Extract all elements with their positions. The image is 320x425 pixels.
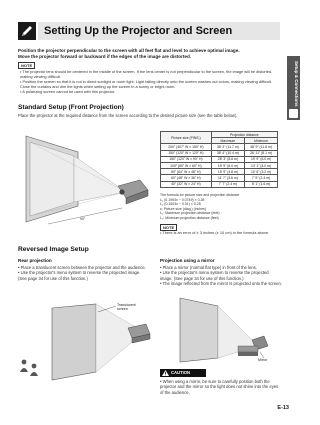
reversed-setup-title: Reversed Image Setup [18, 246, 89, 253]
table-cell: 38' 4" (10.4 m) [211, 150, 244, 156]
formula-intro: The formula for picture size and projection distance [160, 193, 240, 197]
formula-line-2: L₂ (0.1503x − 0.01) × 0.28 [160, 202, 201, 207]
table-cell: 100" (80" W × 60" H) [161, 162, 212, 168]
standard-setup-text: Place the projector at the required distance from the screen according to the desired picture size (see the table below). [18, 113, 238, 118]
projection-distance-table [160, 131, 278, 188]
table-cell: 38' 9" (11.8 m) [245, 144, 278, 150]
rear-projection-list [18, 265, 146, 281]
table-cell: 38' 2" (11.7 m) [211, 144, 244, 150]
rear-item-2-text: Use the projector's menu system to reverse the projected image. (See page 34 for use of this function.) [18, 270, 141, 281]
intro-text [18, 48, 280, 60]
col-maximum: Maximum [211, 138, 244, 144]
book-icon [289, 109, 298, 118]
table-cell: 60" (48" W × 36" H) [161, 175, 212, 181]
formula-line-1: L₁ (0.1993x − 0.0749) × 0.28 [160, 197, 205, 202]
caution-text: • When using a mirror, be sure to carefully position both the projector and the mirror so the light does not shine into the eyes of the audience. [160, 379, 279, 395]
note-item-3-text: A polarizing screen cannot be used with this projector. [22, 89, 116, 94]
note-item-1: • The projector lens should be centered in the middle of the screen. If the lens center is not perpendicular to the screen, the image will be distorted, making viewing difficult. [20, 69, 273, 79]
mirror-projection-list [160, 265, 282, 287]
table-cell: 40" (32" W × 24" H) [161, 181, 212, 187]
note-2-text: • There is an error of ± 3 inches (± 10 cm) in the formula above. [160, 230, 270, 235]
table-cell: 10' 6" (3.2 m) [245, 169, 278, 175]
col-picture-size: Picture size (PINS.) [161, 132, 212, 144]
formula-block [160, 193, 278, 221]
note-2-body: There is an error of ± 3 inches (± 10 cm) in the formula above. [162, 230, 270, 235]
standard-setup-title: Standard Setup (Front Projection) [18, 104, 124, 111]
note-item-1-text: The projector lens should be centered in the middle of the screen. If the lens center is not perpendicular to the screen, the image will be distorted, making viewing difficult. [20, 69, 273, 79]
table-row [161, 181, 278, 187]
table-cell: 11' 7" (3.6 m) [211, 175, 244, 181]
caution-body: When using a mirror, be sure to carefully position both the projector and the mirror so the light does not shine into the eyes of the audience. [160, 379, 279, 395]
rear-item-1: • Place a translucent screen between the projector and the audience. [18, 265, 146, 270]
table-cell: 150" (120" W × 120" H) [161, 150, 212, 156]
table-cell: 19' 9" (6.0 m) [211, 162, 244, 168]
table-cell: 7' 9" (2.4 m) [245, 175, 278, 181]
note-label: NOTE [18, 62, 35, 69]
table-cell: 19' 9" (6.0 m) [245, 156, 278, 162]
table-cell: 13' 1" (4.0 m) [245, 162, 278, 168]
rear-projection-figure [18, 302, 154, 394]
caution-badge [160, 369, 206, 377]
page-title: Setting Up the Projector and Screen [44, 25, 233, 37]
warning-icon [162, 370, 169, 376]
col-projection-distance: Projection distance [211, 132, 277, 138]
pen-icon [18, 22, 36, 40]
caution-label: CAUTION [171, 370, 191, 375]
mirror-item-2-text: Use the projector's menu system to reverse the projected image. (See page 34 for use of this function.) [160, 270, 269, 281]
translucent-screen-label: Translucent screen [117, 303, 136, 311]
mirror-item-1-text: Place a mirror (normal flat type) in front of the lens. [162, 265, 257, 270]
formula-line-5: L₂: Minimum projection distance (feet) [160, 215, 219, 220]
title-bar [38, 22, 280, 40]
note-item-3: • A polarizing screen cannot be used with this projector. [20, 89, 116, 94]
rear-item-1-text: Place a translucent screen between the projector and the audience. [20, 265, 146, 270]
rear-projection-title: Rear projection [18, 258, 52, 263]
mirror-item-3: • The image reflected from the mirror is projected onto the screen. [160, 281, 282, 287]
note-list [20, 69, 278, 94]
page-number: E-13 [277, 405, 289, 411]
mirror-item-1: • Place a mirror (normal flat type) in front of the lens. [160, 265, 257, 270]
table-cell: 150" (120" W × 90" H) [161, 156, 212, 162]
table-cell: 200" (407" W × 150" H) [161, 144, 212, 150]
section-side-tab [287, 56, 300, 120]
intro-line-1: Position the projector perpendicular to the screen with all feet flat and level to achieve optimal image. [18, 48, 240, 53]
note-item-2: • Position the screen so that it is not in direct sunlight or room light. Light falling directly onto the screen washes out colors, making viewing difficult. Close the curtains and dim the lights when setting up the screen in a sunny or bright room. [20, 79, 272, 89]
table-cell: 28' 3" (8.6 m) [211, 156, 244, 162]
page-header [18, 22, 280, 42]
side-tab-label: Setup & Connections [294, 61, 299, 107]
col-minimum: Minimum [245, 138, 278, 144]
table-cell: 5' 1" (1.6 m) [245, 181, 278, 187]
table-cell: 26' 11" (8.1 m) [245, 150, 278, 156]
front-projection-figure [18, 128, 156, 228]
table-cell: 7' 7" (2.4 m) [211, 181, 244, 187]
formula-line-3: x: Picture size (diag.) (inches) [160, 206, 207, 211]
mirror-label: Mirror [258, 358, 268, 362]
intro-line-2: Move the projector forward or backward if the edges of the image are distorted. [18, 54, 192, 59]
note-item-2-text: Position the screen so that it is not in direct sunlight or room light. Light falling directly onto the screen washes out colors, making viewing difficult. Close the curtains and dim the lights when setting up the screen in a sunny or bright room. [20, 79, 272, 89]
note-label-2: NOTE [160, 224, 177, 231]
mirror-item-3-text: The image reflected from the mirror is projected onto the screen. [162, 281, 282, 287]
formula-line-4: L₁: Maximum projection distance (feet) [160, 211, 220, 216]
table-cell: 80" (64" W × 48" H) [161, 169, 212, 175]
mirror-projection-title: Projection using a mirror [160, 258, 215, 263]
svg-text:90°: 90° [80, 217, 86, 221]
mirror-item-2: • Use the projector's menu system to reverse the projected image. (See page 34 for use of this function.) [160, 270, 269, 281]
table-cell: 15' 9" (4.8 m) [211, 169, 244, 175]
rear-item-2: • Use the projector's menu system to reverse the projected image. (See page 34 for use of this function.) [18, 270, 141, 281]
